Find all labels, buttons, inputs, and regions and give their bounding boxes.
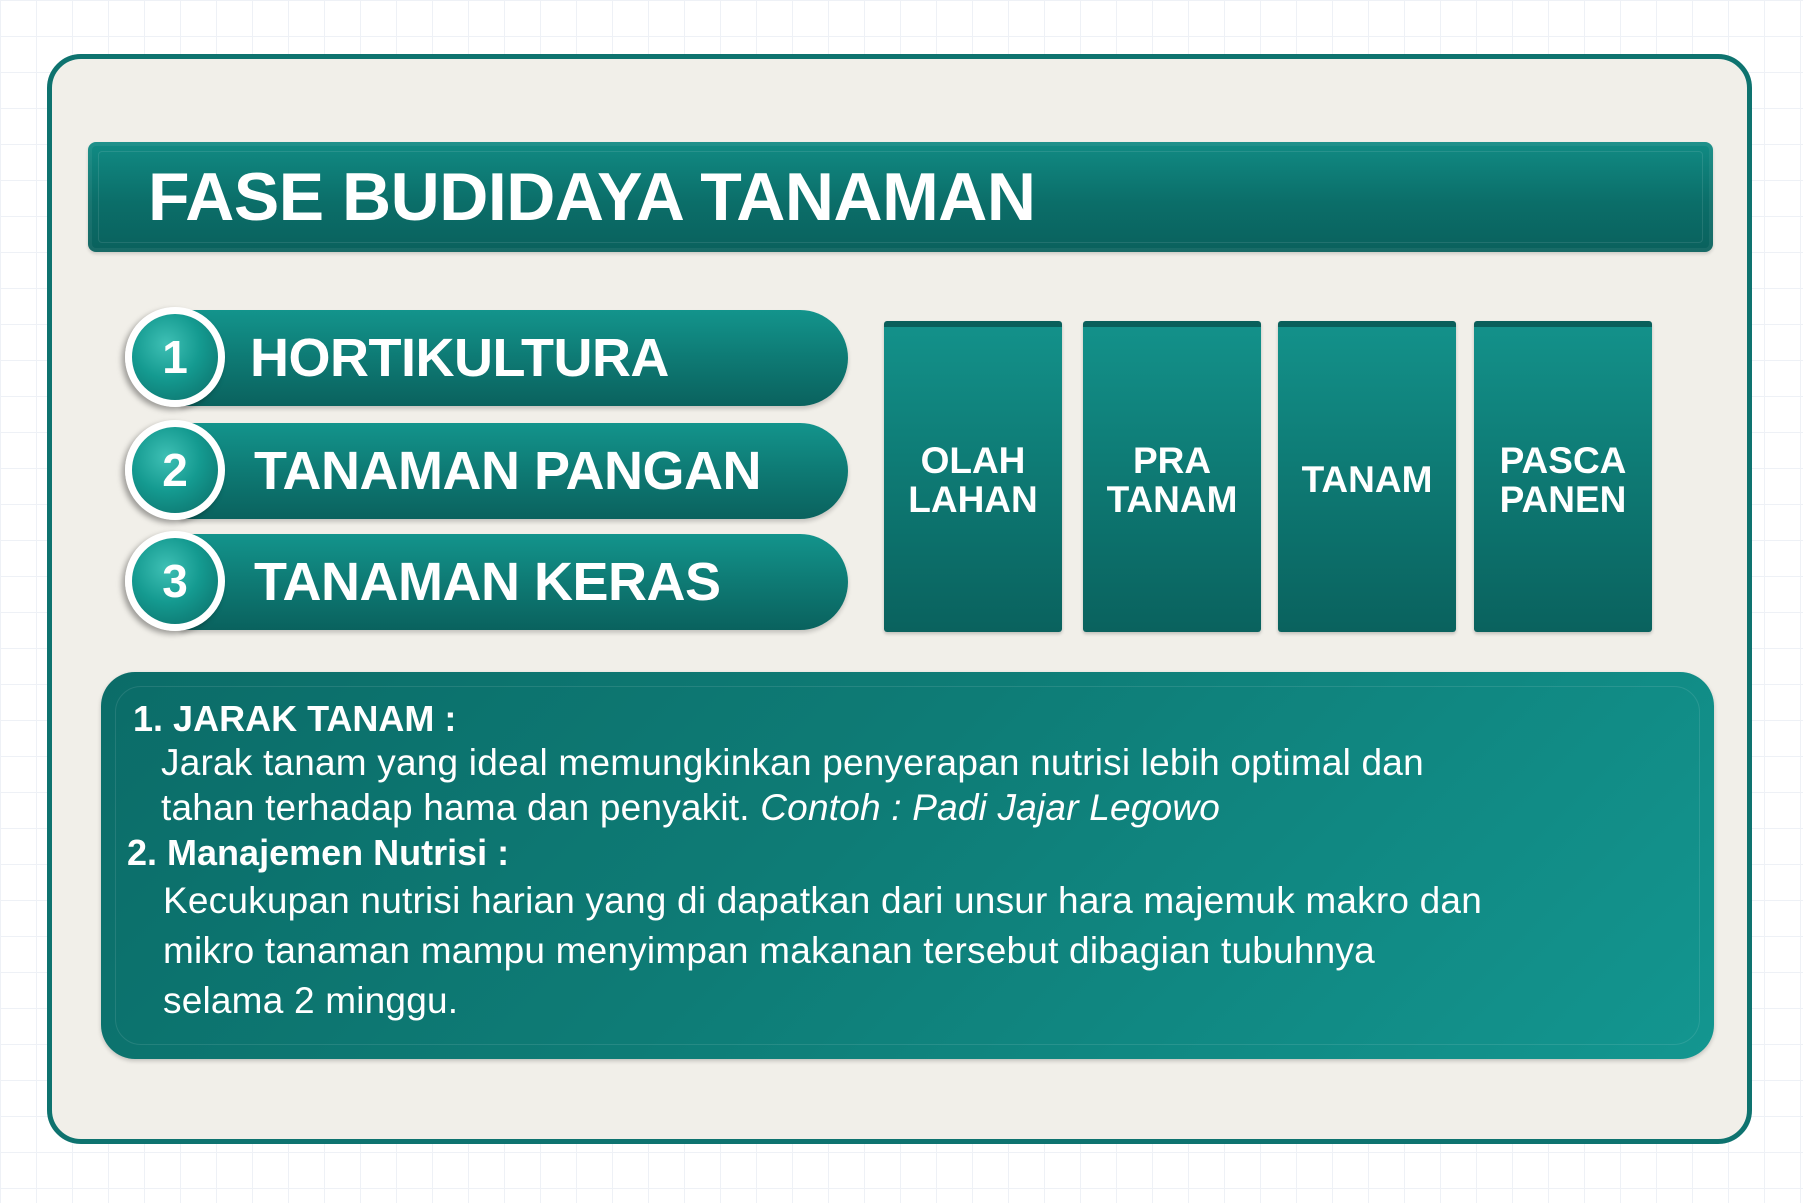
- info-item-2-line-1: Kecukupan nutrisi harian yang di dapatkan dari unsur hara majemuk makro dan: [163, 880, 1482, 921]
- info-item-1-heading: [133, 698, 456, 740]
- heading-text: Manajemen Nutrisi :: [167, 832, 510, 873]
- body-text: tahan terhadap hama dan penyakit.: [161, 787, 750, 828]
- number-badge-3: 3: [125, 531, 225, 631]
- number-badge-1: 1: [125, 307, 225, 407]
- phase-pra-tanam: PRA TANAM: [1083, 321, 1261, 632]
- phase-pasca-panen: PASCA PANEN: [1474, 321, 1652, 632]
- category-hortikultura: [180, 310, 848, 406]
- info-box: [101, 672, 1714, 1059]
- page-title: FASE BUDIDAYA TANAMAN: [148, 159, 1036, 235]
- category-tanaman-pangan: [180, 423, 848, 519]
- heading-text: JARAK TANAM :: [173, 698, 457, 739]
- phase-olah-lahan: OLAH LAHAN: [884, 321, 1062, 632]
- phase-tanam: TANAM: [1278, 321, 1456, 632]
- category-label: HORTIKULTURA: [250, 328, 669, 388]
- info-item-2-heading: [127, 832, 509, 874]
- title-banner: [88, 142, 1713, 252]
- number-badge-2: 2: [125, 420, 225, 520]
- category-label: TANAMAN PANGAN: [254, 441, 761, 501]
- category-label: TANAMAN KERAS: [254, 552, 721, 612]
- list-marker: 1.: [133, 698, 164, 739]
- info-item-1-line-1: Jarak tanam yang ideal memungkinkan penyerapan nutrisi lebih optimal dan: [161, 742, 1424, 783]
- example-text: Contoh : Padi Jajar Legowo: [760, 787, 1221, 828]
- category-tanaman-keras: [180, 534, 848, 630]
- info-item-1-line-2: [161, 787, 1220, 829]
- info-item-2-line-2: mikro tanaman mampu menyimpan makanan tersebut dibagian tubuhnya: [163, 930, 1375, 971]
- info-item-2-line-3: selama 2 minggu.: [163, 980, 459, 1021]
- list-marker: 2.: [127, 832, 158, 873]
